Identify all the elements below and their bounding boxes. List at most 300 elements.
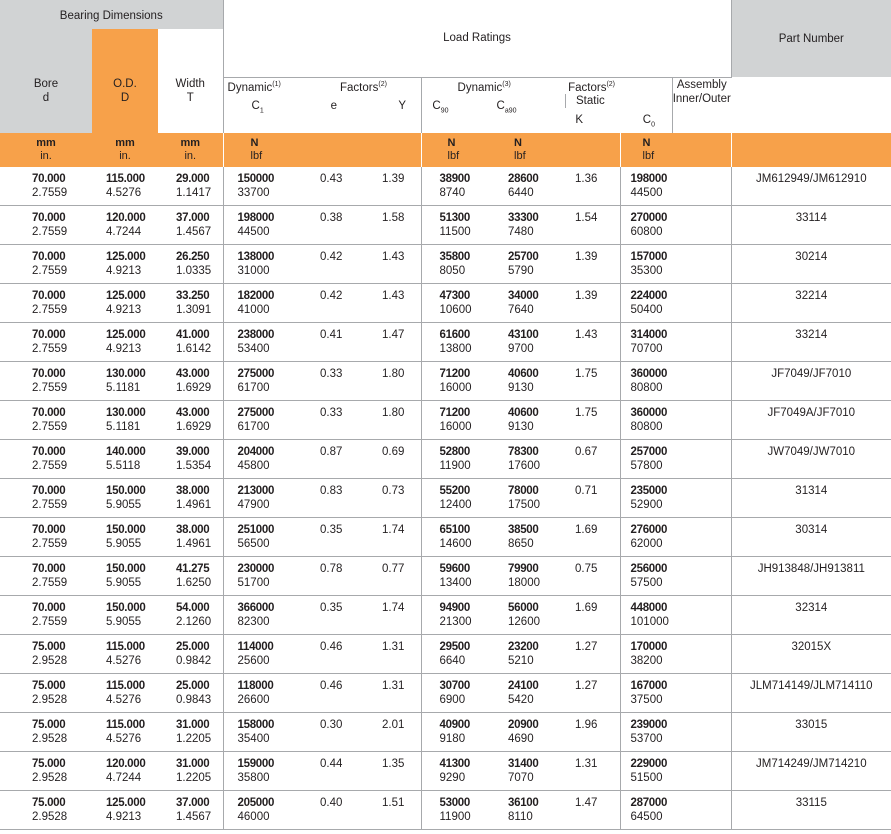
cell-T-imperial: 1.4567 <box>176 811 212 824</box>
od-header-top <box>92 29 158 77</box>
cell-T-imperial: 1.6142 <box>176 343 212 356</box>
cell-D-metric: 120.000 <box>106 212 146 225</box>
cell-c0 <box>620 401 731 440</box>
cell-T <box>158 245 223 284</box>
part-number-header: Part Number <box>731 0 891 77</box>
dynamic1-note: (1) <box>272 80 281 88</box>
cell-d-imperial: 2.7559 <box>32 226 68 239</box>
cell-c90-imperial: 16000 <box>439 421 472 434</box>
cell-e: 0.46 <box>294 674 352 713</box>
load-ratings-header: Load Ratings <box>223 0 731 77</box>
cell-part: 31314 <box>731 479 891 518</box>
cell-D-metric: 125.000 <box>106 329 146 342</box>
cell-c0-imperial: 57500 <box>630 577 663 590</box>
cell-T-imperial: 1.3091 <box>176 304 212 317</box>
cell-T-metric: 38.000 <box>176 524 210 537</box>
unit-part <box>731 133 891 167</box>
cell-c0-imperial: 60800 <box>630 226 663 239</box>
cell-c1-imperial: 41000 <box>237 304 270 317</box>
od-header <box>92 77 158 133</box>
factors1-header <box>294 77 421 133</box>
cell-part: JLM714149/JLM714110 <box>731 674 891 713</box>
cell-D <box>92 752 158 791</box>
cell-part: JF7049A/JF7010 <box>731 401 891 440</box>
cell-d-metric: 70.000 <box>32 524 66 537</box>
cell-c90-metric: 65100 <box>439 524 470 537</box>
cell-c90 <box>421 323 494 362</box>
cell-y: 2.01 <box>352 713 421 752</box>
factors1-label: Factors <box>340 81 379 94</box>
cell-c1 <box>223 245 294 284</box>
cell-c0 <box>620 206 731 245</box>
cell-c0-metric: 270000 <box>630 212 668 225</box>
cell-c0 <box>620 284 731 323</box>
cell-d <box>0 323 92 362</box>
cell-ca90 <box>494 323 557 362</box>
cell-d-imperial: 2.9528 <box>32 655 68 668</box>
cell-c0-metric: 448000 <box>630 602 668 615</box>
cell-part: JF7049/JF7010 <box>731 362 891 401</box>
cell-c90 <box>421 440 494 479</box>
cell-T-metric: 37.000 <box>176 212 210 225</box>
cell-D <box>92 284 158 323</box>
cell-c1-imperial: 33700 <box>237 186 270 199</box>
cell-T-metric: 37.000 <box>176 797 210 810</box>
cell-c0-metric: 239000 <box>630 719 668 732</box>
cell-ca90-metric: 36100 <box>508 797 539 810</box>
cell-e: 0.38 <box>294 206 352 245</box>
cell-d <box>0 518 92 557</box>
table-row <box>0 323 891 362</box>
cell-d-metric: 75.000 <box>32 797 66 810</box>
bore-header-top <box>0 29 92 77</box>
cell-ca90-imperial: 8650 <box>508 538 534 551</box>
cell-D <box>92 674 158 713</box>
cell-c90-imperial: 6640 <box>439 655 466 668</box>
cell-c0 <box>620 674 731 713</box>
cell-e: 0.42 <box>294 245 352 284</box>
cell-e: 0.78 <box>294 557 352 596</box>
cell-D-imperial: 5.9055 <box>106 616 142 629</box>
cell-c90 <box>421 557 494 596</box>
cell-D <box>92 167 158 206</box>
cell-D-imperial: 4.9213 <box>106 265 142 278</box>
cell-c0 <box>620 323 731 362</box>
cell-d-imperial: 2.9528 <box>32 694 68 707</box>
cell-D <box>92 206 158 245</box>
cell-part: 30314 <box>731 518 891 557</box>
cell-c90-metric: 59600 <box>439 563 470 576</box>
table-row <box>0 440 891 479</box>
cell-c1 <box>223 284 294 323</box>
cell-ca90-imperial: 9130 <box>508 421 534 434</box>
cell-c90-metric: 40900 <box>439 719 470 732</box>
cell-c0-imperial: 53700 <box>630 733 663 746</box>
cell-ca90 <box>494 479 557 518</box>
cell-d-metric: 70.000 <box>32 368 66 381</box>
cell-part: 30214 <box>731 245 891 284</box>
static-label: Static <box>565 94 628 108</box>
cell-part: JH913848/JH913811 <box>731 557 891 596</box>
cell-ca90-metric: 23200 <box>508 641 539 654</box>
cell-c0-metric: 198000 <box>630 172 668 185</box>
cell-k: 1.69 <box>557 518 620 557</box>
cell-c90-imperial: 14600 <box>439 538 472 551</box>
cell-ca90 <box>494 518 557 557</box>
cell-c0-metric: 276000 <box>630 524 668 537</box>
cell-ca90-metric: 79900 <box>508 563 539 576</box>
cell-d-imperial: 2.7559 <box>32 186 68 199</box>
cell-ca90-imperial: 5790 <box>508 265 534 278</box>
cell-e: 0.83 <box>294 479 352 518</box>
cell-d-metric: 75.000 <box>32 680 66 693</box>
cell-T <box>158 401 223 440</box>
cell-c1-metric: 238000 <box>237 329 275 342</box>
cell-c1-metric: 150000 <box>237 172 275 185</box>
cell-part: 32214 <box>731 284 891 323</box>
table-row <box>0 635 891 674</box>
cell-T-imperial: 1.2205 <box>176 733 212 746</box>
cell-ca90 <box>494 635 557 674</box>
cell-T <box>158 323 223 362</box>
cell-d-imperial: 2.7559 <box>32 421 68 434</box>
cell-e: 0.42 <box>294 284 352 323</box>
cell-d <box>0 245 92 284</box>
cell-c0 <box>620 479 731 518</box>
cell-c1 <box>223 518 294 557</box>
cell-c1-imperial: 82300 <box>237 616 270 629</box>
cell-d <box>0 791 92 830</box>
cell-y: 1.74 <box>352 518 421 557</box>
cell-D <box>92 440 158 479</box>
cell-y: 0.73 <box>352 479 421 518</box>
cell-D <box>92 635 158 674</box>
cell-d-metric: 70.000 <box>32 172 66 185</box>
cell-c1 <box>223 167 294 206</box>
inner-outer-label: Inner/Outer <box>672 92 731 105</box>
cell-y: 1.74 <box>352 596 421 635</box>
cell-ca90-imperial: 9130 <box>508 382 534 395</box>
cell-D-metric: 125.000 <box>106 797 146 810</box>
cell-c0-imperial: 37500 <box>630 694 663 707</box>
bore-label: Bore <box>33 78 59 90</box>
unit-c1: N lbf <box>223 133 294 167</box>
cell-y: 1.47 <box>352 323 421 362</box>
cell-k: 1.54 <box>557 206 620 245</box>
assembly-label: Assembly <box>676 78 727 91</box>
table-row <box>0 362 891 401</box>
cell-c90-metric: 71200 <box>439 407 470 420</box>
cell-D <box>92 713 158 752</box>
c0-label: $C_0$ <box>642 114 656 129</box>
cell-y: 1.43 <box>352 284 421 323</box>
cell-c90-metric: 38900 <box>439 172 470 185</box>
cell-c1-imperial: 31000 <box>237 265 270 278</box>
cell-y: 0.77 <box>352 557 421 596</box>
cell-c1 <box>223 557 294 596</box>
cell-d <box>0 713 92 752</box>
cell-c90 <box>421 284 494 323</box>
width-header-top <box>158 29 223 77</box>
cell-ca90-metric: 25700 <box>508 251 539 264</box>
cell-c1-metric: 275000 <box>237 407 275 420</box>
cell-d-metric: 70.000 <box>32 407 66 420</box>
cell-T-imperial: 0.9843 <box>176 694 212 707</box>
cell-T-metric: 43.000 <box>176 407 210 420</box>
cell-c90-imperial: 8740 <box>439 186 466 199</box>
cell-ca90-metric: 78300 <box>508 446 539 459</box>
cell-c90 <box>421 791 494 830</box>
cell-part: JM714249/JM714210 <box>731 752 891 791</box>
cell-ca90 <box>494 713 557 752</box>
cell-c1 <box>223 362 294 401</box>
table-row <box>0 479 891 518</box>
cell-c0-imperial: 35300 <box>630 265 663 278</box>
cell-T-imperial: 1.4961 <box>176 538 212 551</box>
cell-k: 1.39 <box>557 245 620 284</box>
cell-c90-imperial: 13400 <box>439 577 472 590</box>
cell-y: 0.69 <box>352 440 421 479</box>
cell-y: 1.80 <box>352 401 421 440</box>
cell-T <box>158 596 223 635</box>
cell-T-metric: 38.000 <box>176 485 210 498</box>
cell-ca90-imperial: 7070 <box>508 772 534 785</box>
table-row <box>0 752 891 791</box>
cell-k: 1.39 <box>557 284 620 323</box>
cell-c1-metric: 213000 <box>237 485 275 498</box>
cell-D-imperial: 4.7244 <box>106 772 142 785</box>
cell-c1-metric: 275000 <box>237 368 275 381</box>
unit-ca90: N lbf <box>494 133 557 167</box>
cell-c90-metric: 29500 <box>439 641 470 654</box>
cell-e: 0.33 <box>294 362 352 401</box>
table-row <box>0 284 891 323</box>
cell-D <box>92 596 158 635</box>
cell-D-metric: 115.000 <box>106 641 145 654</box>
cell-c0 <box>620 596 731 635</box>
cell-ca90-metric: 34000 <box>508 290 539 303</box>
cell-e: 0.35 <box>294 596 352 635</box>
cell-c0 <box>620 245 731 284</box>
cell-ca90-imperial: 12600 <box>508 616 540 629</box>
cell-k: 1.27 <box>557 674 620 713</box>
cell-d-imperial: 2.7559 <box>32 382 68 395</box>
cell-c0-metric: 235000 <box>630 485 668 498</box>
cell-T-imperial: 1.5354 <box>176 460 212 473</box>
cell-d <box>0 401 92 440</box>
cell-c1-metric: 204000 <box>237 446 275 459</box>
cell-c90-imperial: 13800 <box>439 343 472 356</box>
cell-part: JW7049/JW7010 <box>731 440 891 479</box>
cell-c0 <box>620 167 731 206</box>
cell-d-imperial: 2.7559 <box>32 616 68 629</box>
table-row <box>0 401 891 440</box>
cell-ca90-imperial: 5420 <box>508 694 534 707</box>
cell-D <box>92 518 158 557</box>
cell-d-imperial: 2.7559 <box>32 460 68 473</box>
cell-ca90 <box>494 167 557 206</box>
cell-D-imperial: 5.9055 <box>106 538 142 551</box>
cell-k: 1.36 <box>557 167 620 206</box>
cell-ca90 <box>494 245 557 284</box>
cell-D-metric: 125.000 <box>106 251 146 264</box>
bearing-dimensions-header: Bearing Dimensions <box>0 0 223 29</box>
cell-c1-imperial: 35800 <box>237 772 270 785</box>
cell-ca90-metric: 78000 <box>508 485 539 498</box>
unit-k <box>557 133 620 167</box>
cell-c1 <box>223 206 294 245</box>
cell-ca90 <box>494 557 557 596</box>
cell-c0-imperial: 50400 <box>630 304 663 317</box>
cell-d <box>0 167 92 206</box>
cell-c0 <box>620 713 731 752</box>
table-row <box>0 674 891 713</box>
cell-c1-imperial: 61700 <box>237 421 270 434</box>
cell-D-metric: 130.000 <box>106 407 146 420</box>
cell-D <box>92 557 158 596</box>
cell-k: 1.47 <box>557 791 620 830</box>
cell-c1-imperial: 51700 <box>237 577 270 590</box>
cell-c1-imperial: 45800 <box>237 460 270 473</box>
e-label: e <box>330 100 338 113</box>
cell-T <box>158 752 223 791</box>
cell-D-imperial: 5.1181 <box>106 382 141 395</box>
cell-D-imperial: 5.9055 <box>106 577 142 590</box>
unit-y <box>352 133 421 167</box>
cell-ca90-imperial: 7640 <box>508 304 534 317</box>
cell-c0-metric: 229000 <box>630 758 668 771</box>
cell-D-metric: 150.000 <box>106 524 146 537</box>
cell-c1-metric: 366000 <box>237 602 275 615</box>
dynamic1-label: Dynamic <box>227 81 273 94</box>
cell-k: 1.69 <box>557 596 620 635</box>
cell-c90 <box>421 245 494 284</box>
unit-c90: N lbf <box>421 133 494 167</box>
cell-T-metric: 41.275 <box>176 563 210 576</box>
cell-c90-metric: 51300 <box>439 212 470 225</box>
unit-c0: N lbf <box>620 133 731 167</box>
cell-part: 33015 <box>731 713 891 752</box>
cell-c0-imperial: 62000 <box>630 538 663 551</box>
cell-D <box>92 401 158 440</box>
cell-d-imperial: 2.7559 <box>32 343 68 356</box>
cell-D-imperial: 4.9213 <box>106 811 142 824</box>
cell-ca90-metric: 40600 <box>508 368 539 381</box>
unit-e <box>294 133 352 167</box>
cell-d-metric: 70.000 <box>32 602 66 615</box>
cell-D-imperial: 4.5276 <box>106 694 142 707</box>
cell-c1-imperial: 46000 <box>237 811 270 824</box>
cell-c0 <box>620 557 731 596</box>
cell-c1-imperial: 53400 <box>237 343 270 356</box>
cell-ca90-metric: 38500 <box>508 524 539 537</box>
cell-ca90-imperial: 18000 <box>508 577 540 590</box>
cell-c0-imperial: 52900 <box>630 499 663 512</box>
cell-c90-imperial: 9180 <box>439 733 466 746</box>
cell-d-metric: 70.000 <box>32 563 66 576</box>
cell-ca90-imperial: 7480 <box>508 226 534 239</box>
factors1-note: (2) <box>378 80 387 88</box>
cell-part: 32314 <box>731 596 891 635</box>
cell-e: 0.43 <box>294 167 352 206</box>
cell-c90-imperial: 21300 <box>439 616 472 629</box>
cell-y: 1.80 <box>352 362 421 401</box>
cell-e: 0.33 <box>294 401 352 440</box>
c1-label: C <box>251 100 260 113</box>
cell-T-imperial: 1.1417 <box>176 186 212 199</box>
table-row <box>0 596 891 635</box>
cell-c1-metric: 198000 <box>237 212 275 225</box>
cell-ca90-metric: 43100 <box>508 329 539 342</box>
cell-c90 <box>421 518 494 557</box>
cell-D-imperial: 4.7244 <box>106 226 142 239</box>
cell-y: 1.31 <box>352 674 421 713</box>
cell-d-imperial: 2.7559 <box>32 538 68 551</box>
y-label: Y <box>398 100 407 113</box>
bore-header <box>0 77 92 133</box>
cell-T-imperial: 1.6929 <box>176 421 212 434</box>
bore-symbol: d <box>42 92 50 104</box>
cell-part: 33114 <box>731 206 891 245</box>
cell-d <box>0 206 92 245</box>
cell-d-metric: 70.000 <box>32 485 66 498</box>
table-row <box>0 713 891 752</box>
cell-c0-metric: 157000 <box>630 251 668 264</box>
factors2-note: (2) <box>606 80 616 88</box>
cell-c90-metric: 94900 <box>439 602 470 615</box>
cell-T <box>158 557 223 596</box>
cell-c90-imperial: 8050 <box>439 265 466 278</box>
cell-c0-imperial: 70700 <box>630 343 663 356</box>
cell-T-imperial: 1.6929 <box>176 382 212 395</box>
cell-c1-imperial: 61700 <box>237 382 270 395</box>
cell-c0-metric: 256000 <box>630 563 668 576</box>
cell-T <box>158 674 223 713</box>
cell-d-imperial: 2.9528 <box>32 772 68 785</box>
cell-T <box>158 362 223 401</box>
cell-c1 <box>223 791 294 830</box>
cell-c1 <box>223 752 294 791</box>
cell-c90 <box>421 206 494 245</box>
cell-ca90-imperial: 17500 <box>508 499 540 512</box>
cell-ca90-metric: 31400 <box>508 758 539 771</box>
factors2-static-header <box>557 77 672 133</box>
cell-d <box>0 674 92 713</box>
cell-c90-metric: 47300 <box>439 290 470 303</box>
cell-ca90 <box>494 284 557 323</box>
cell-D-imperial: 4.5276 <box>106 733 142 746</box>
cell-c0-imperial: 80800 <box>630 382 663 395</box>
unit-bore: mm in. <box>0 133 92 167</box>
cell-c1-metric: 159000 <box>237 758 275 771</box>
cell-T <box>158 635 223 674</box>
cell-c90 <box>421 635 494 674</box>
cell-y: 1.35 <box>352 752 421 791</box>
cell-c0 <box>620 635 731 674</box>
cell-T-metric: 26.250 <box>176 251 210 264</box>
cell-part: 33115 <box>731 791 891 830</box>
cell-c0-metric: 170000 <box>630 641 668 654</box>
cell-ca90-imperial: 8110 <box>508 811 533 824</box>
cell-c90-metric: 71200 <box>439 368 470 381</box>
cell-ca90-imperial: 17600 <box>508 460 540 473</box>
factors2-label: Factors <box>568 81 607 94</box>
cell-ca90-metric: 20900 <box>508 719 539 732</box>
cell-c1 <box>223 674 294 713</box>
cell-k: 0.75 <box>557 557 620 596</box>
cell-d <box>0 596 92 635</box>
cell-D-imperial: 4.5276 <box>106 655 142 668</box>
